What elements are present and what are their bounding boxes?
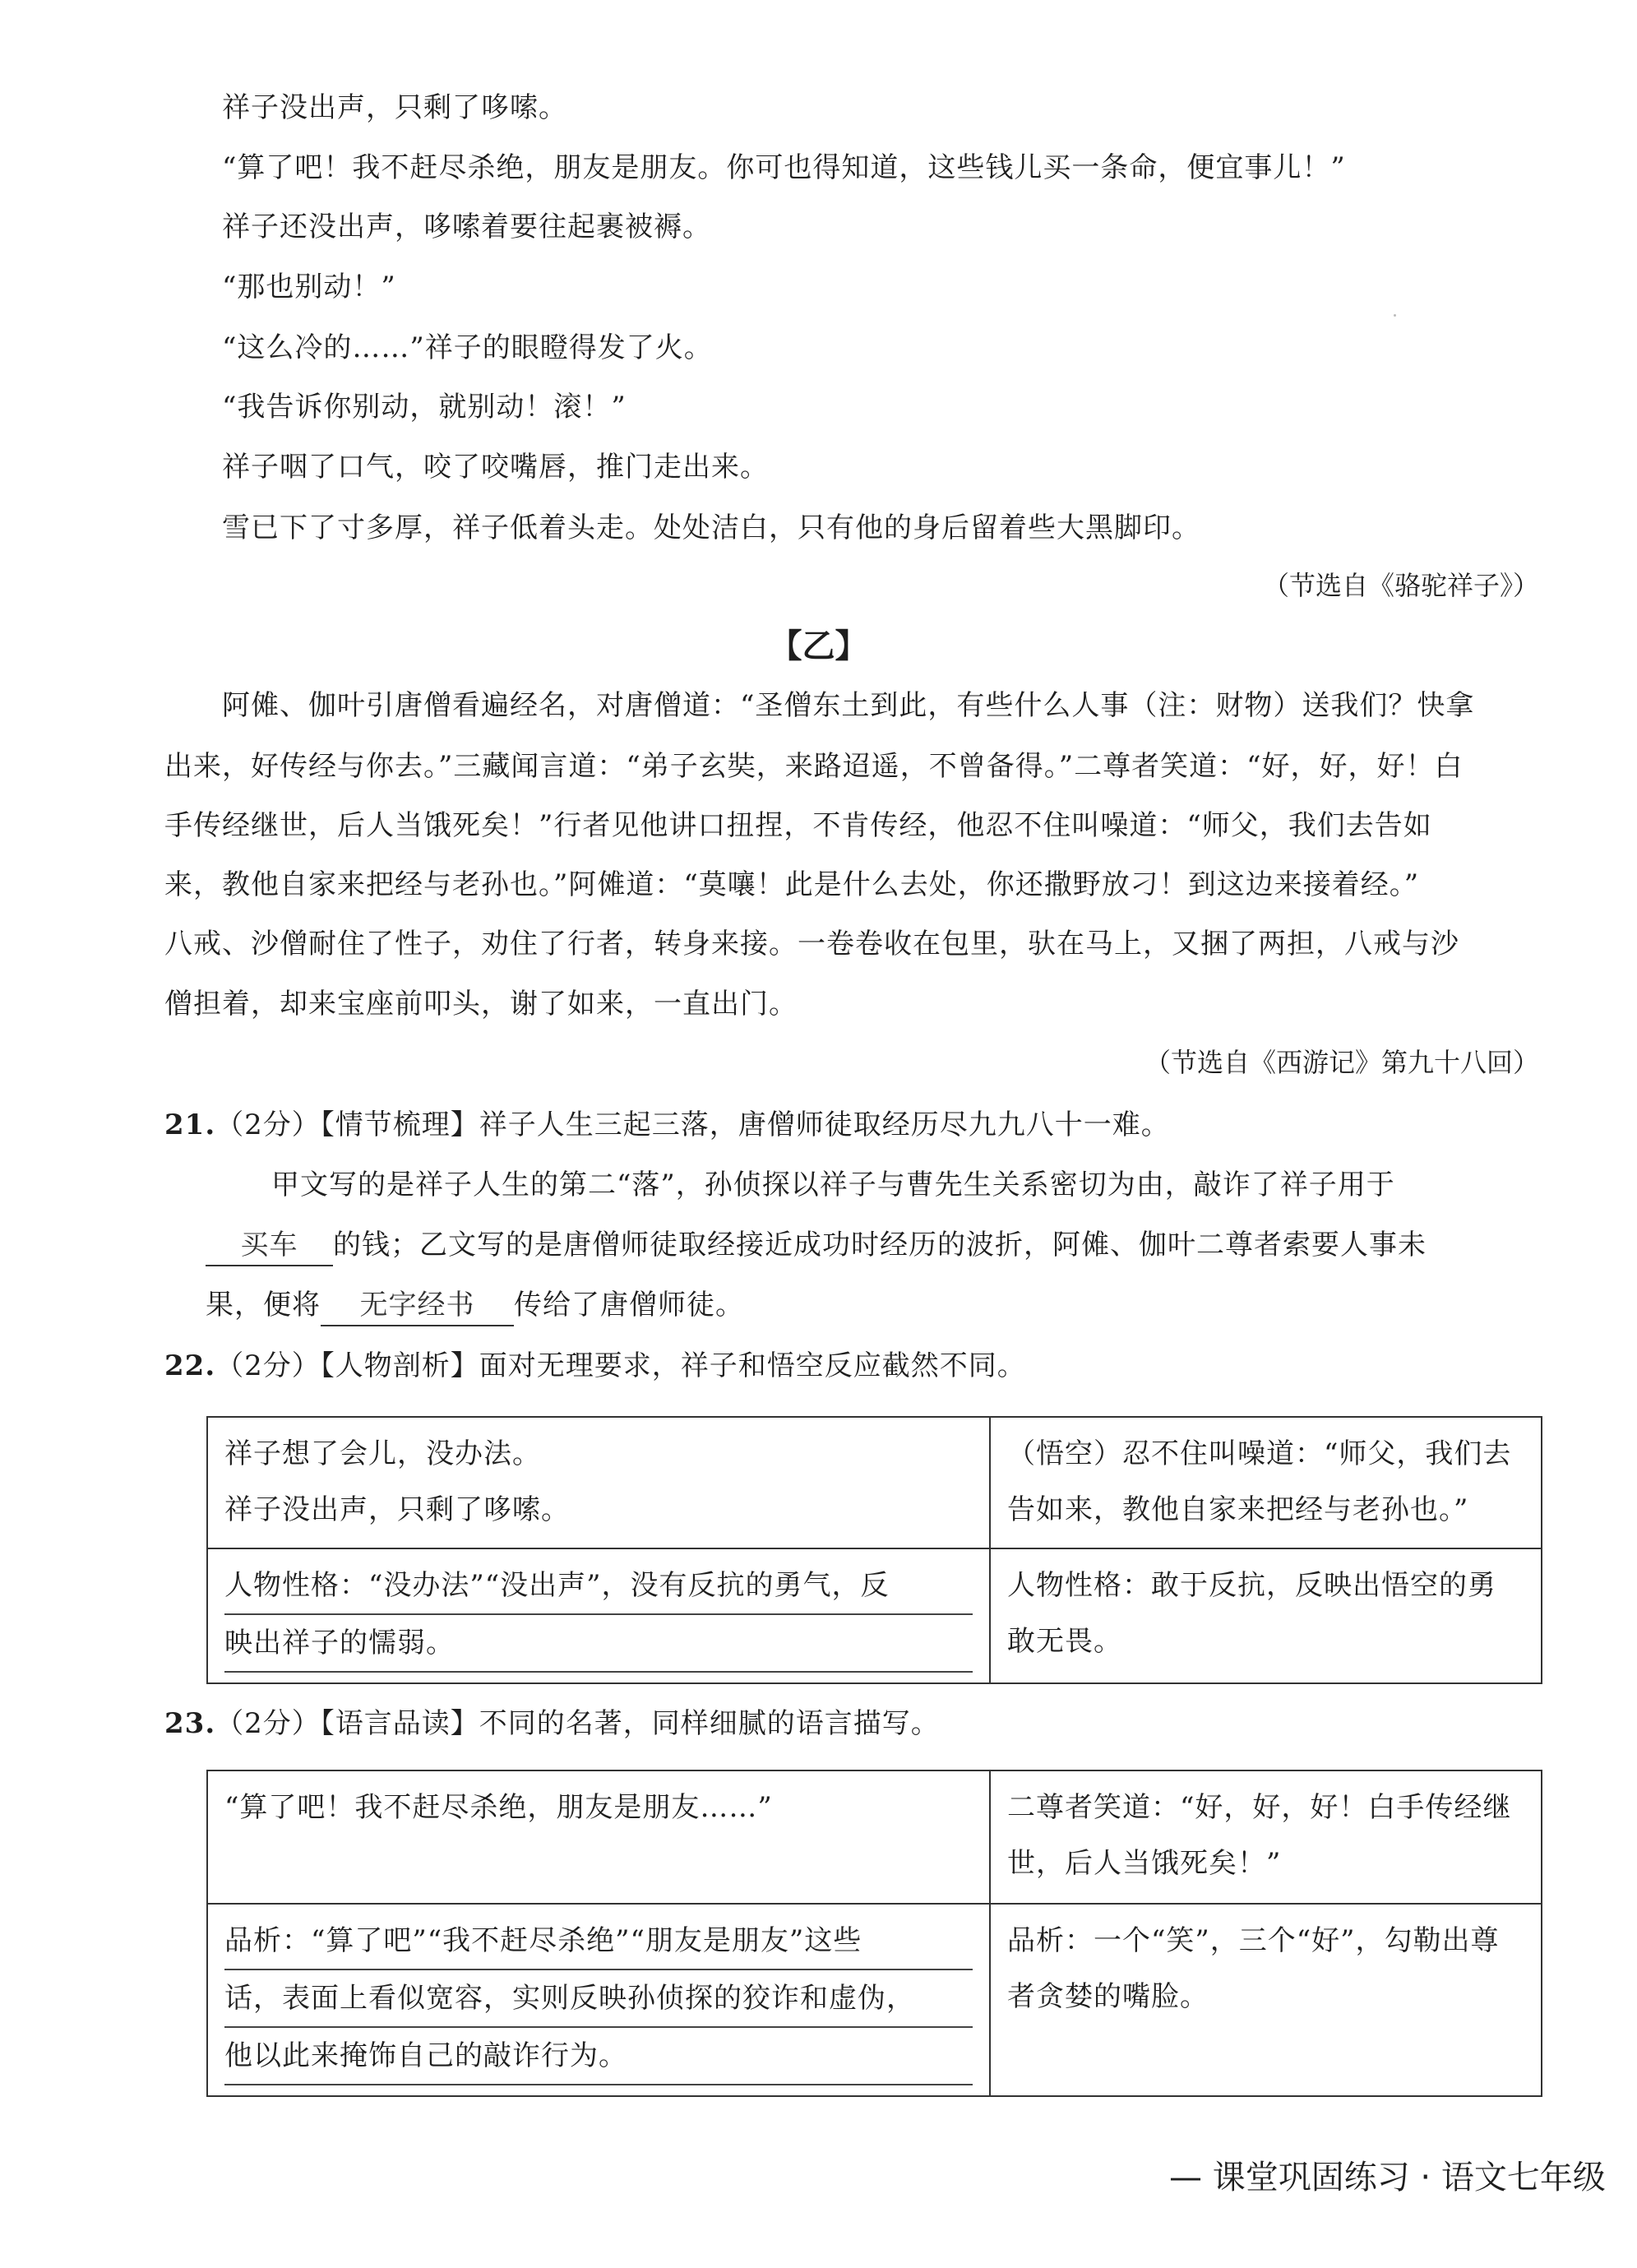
q22-left-quote-2: 祥子没出声，只剩了哆嗦。 [224,1493,570,1526]
q21-line-3 [206,1285,744,1326]
yi-line-5: 八戒、沙僧耐住了性子，劝住了行者，转身来接。一卷卷收在包里，驮在马上，又捆了两担，八戒与沙 [164,928,1459,960]
q23-right-answer-cell [990,1904,1542,2096]
jia-line-2: “算了吧！我不赶尽杀绝，朋友是朋友。你可也得知道，这些钱儿买一条命，便宜事儿！” [222,151,1346,184]
q22-left-answer-1: “没办法”“没出声”，没有反抗的勇气，反 [368,1569,890,1602]
q22-number: 22. [164,1349,216,1382]
q22-left-quote-cell [207,1417,990,1548]
jia-line-1: 祥子没出声，只剩了哆嗦。 [222,91,567,124]
q21-number: 21. [164,1109,216,1141]
jia-source: （节选自《骆驼祥子》） [1262,570,1539,601]
q23-right-answer-2: 者贪婪的嘴脸。 [1007,1980,1209,2013]
q22-meta: （2分）【人物剖析】 [215,1349,479,1382]
q23-left-answer-1: “算了吧”“我不赶尽杀绝”“朋友是朋友”这些 [311,1924,862,1957]
scan-speck [1394,314,1396,317]
q22-right-answer-cell [990,1548,1542,1683]
q23-right-quote-1: 二尊者笑道：“好，好，好！白手传经继 [1007,1791,1512,1824]
q22-left-label: 人物性格： [224,1569,368,1602]
q23-left-label: 品析： [224,1924,311,1957]
yi-source: （节选自《西游记》第九十八回） [1144,1047,1539,1078]
q22-right-quote-1: （悟空）忍不住叫噪道：“师父，我们去 [1007,1437,1512,1470]
q22-right-quote-cell [990,1417,1542,1548]
q23-prompt: 不同的名著，同样细腻的语言描写。 [479,1707,940,1740]
q23-left-quote: “算了吧！我不赶尽杀绝，朋友是朋友……” [224,1791,773,1824]
q23-right-quote-2: 世，后人当饿死矣！” [1007,1847,1282,1880]
q23-header [164,1704,940,1743]
q21-line-3-post: 传给了唐僧师徒。 [514,1289,744,1321]
q22-header [164,1346,1026,1386]
jia-line-5: “这么冷的……”祥子的眼瞪得发了火。 [222,331,713,364]
yi-line-3: 手传经继世，后人当饿死矣！”行者见他讲口扭捏，不肯传经，他忍不住叫噪道：“师父，我们去告如 [164,809,1432,842]
q21-line-2-text: 的钱；乙文写的是唐僧师徒取经接近成功时经历的波折，阿傩、伽叶二尊者索要人事未 [333,1229,1427,1261]
jia-line-3: 祥子还没出声，哆嗦着要往起裹被褥。 [222,211,711,243]
q23-left-answer-line-1 [224,1913,973,1970]
q22-right-answer-2: 敢无畏。 [1007,1625,1122,1658]
q23-number: 23. [164,1707,216,1740]
q22-left-answer-2: 映出祥子的懦弱。 [224,1615,973,1673]
yi-line-1: 阿傩、伽叶引唐僧看遍经名，对唐僧道：“圣僧东土到此，有些什么人事（注：财物）送我们？快拿 [222,689,1475,722]
q21-header [164,1105,1170,1145]
q23-left-quote-cell [207,1770,990,1904]
q23-table [206,1770,1542,2097]
q22-table [206,1416,1542,1684]
q22-left-answer-cell [207,1548,990,1683]
q23-left-answer-3: 他以此来掩饰自己的敲诈行为。 [224,2028,973,2085]
yi-line-4: 来，教他自家来把经与老孙也。”阿傩道：“莫嚷！此是什么去处，你还撒野放刁！到这边来接着经。” [164,868,1420,901]
q23-left-answer-cell [207,1904,990,2096]
page-footer: — 课堂巩固练习 · 语文七年级 [1169,2159,1606,2196]
q23-meta: （2分）【语言品读】 [215,1707,479,1740]
jia-line-8: 雪已下了寸多厚，祥子低着头走。处处洁白，只有他的身后留着些大黑脚印。 [222,511,1200,544]
q21-line-3-pre: 果，便将 [206,1289,321,1321]
jia-line-7: 祥子咽了口气，咬了咬嘴唇，推门走出来。 [222,451,769,484]
q22-prompt: 面对无理要求，祥子和悟空反应截然不同。 [479,1349,1026,1382]
jia-line-6: “我告诉你别动，就别动！滚！” [222,391,627,424]
q23-right-answer-1: 品析：一个“笑”，三个“好”，勾勒出尊 [1007,1924,1500,1957]
yi-title: 【乙】 [769,627,868,665]
jia-line-4: “那也别动！” [222,271,396,303]
q21-meta: （2分）【情节梳理】 [215,1109,479,1141]
q22-right-answer-1: 人物性格：敢于反抗，反映出悟空的勇 [1007,1569,1496,1602]
q21-answer-1: 买车 [206,1225,333,1266]
q21-answer-2: 无字经书 [321,1285,514,1326]
q21-prompt: 祥子人生三起三落，唐僧师徒取经历尽九九八十一难。 [479,1109,1170,1141]
q22-left-quote-1: 祥子想了会儿，没办法。 [224,1437,541,1470]
q22-right-quote-2: 告如来，教他自家来把经与老孙也。” [1007,1493,1469,1526]
q21-line-2 [206,1225,1427,1266]
q23-left-answer-2: 话，表面上看似宽容，实则反映孙侦探的狡诈和虚伪， [224,1970,973,2028]
q23-right-quote-cell [990,1770,1542,1904]
q21-line-1: 甲文写的是祥子人生的第二“落”，孙侦探以祥子与曹先生关系密切为由，敲诈了祥子用于 [271,1169,1395,1201]
yi-line-2: 出来，好传经与你去。”三藏闻言道：“弟子玄奘，来路迢遥，不曾备得。”二尊者笑道：“好，好，好！白 [164,750,1464,783]
yi-line-6: 僧担着，却来宝座前叩头，谢了如来，一直出门。 [164,988,798,1021]
q22-left-answer-line-1 [224,1558,973,1615]
